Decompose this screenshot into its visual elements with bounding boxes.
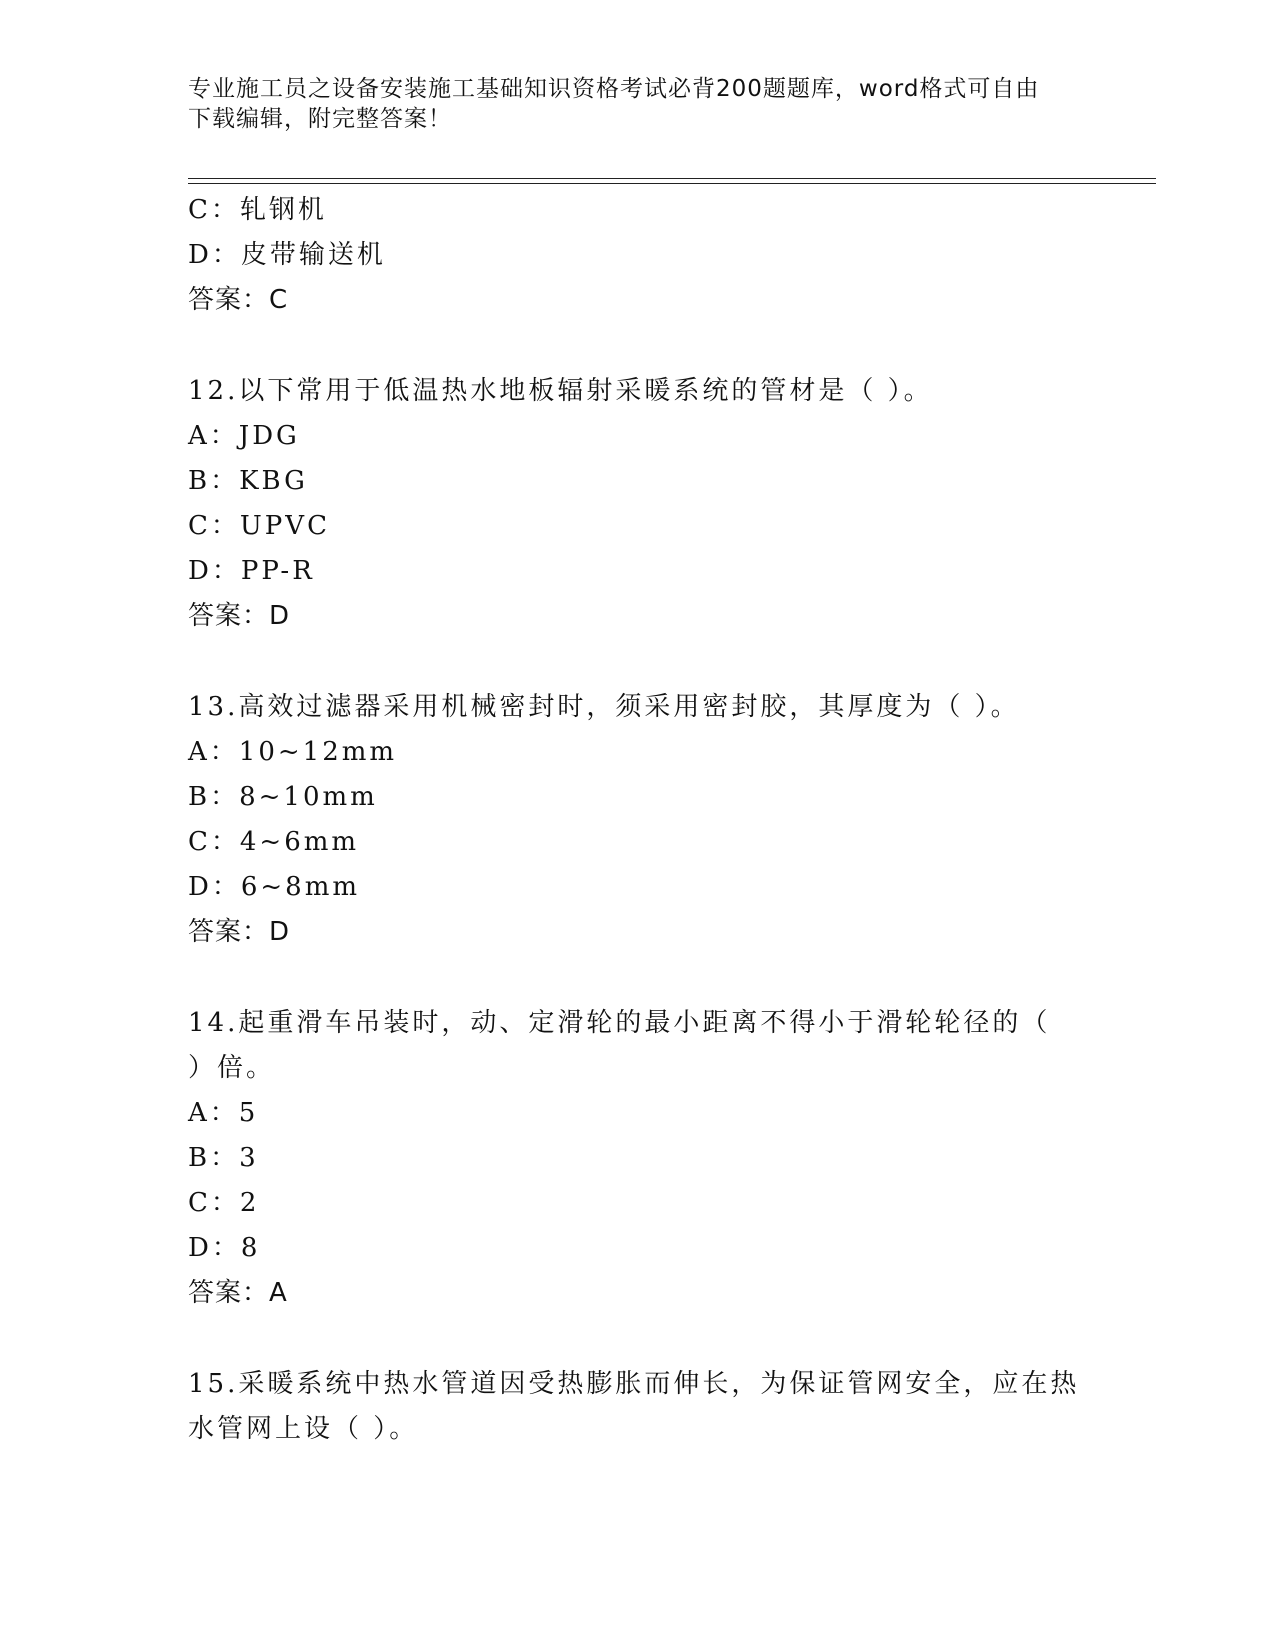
q11-option-c: C：轧钢机 xyxy=(188,195,327,225)
q12-answer: 答案：D xyxy=(188,601,291,631)
header-line-2: 下载编辑，附完整答案！ xyxy=(188,106,452,132)
q15-question-line-1: 15.采暖系统中热水管道因受热膨胀而伸长，为保证管网安全，应在热 xyxy=(188,1369,1080,1399)
q12-option-a: A：JDG xyxy=(188,421,300,451)
q13-question: 13.高效过滤器采用机械密封时，须采用密封胶，其厚度为（ ）。 xyxy=(188,692,1020,722)
q12-option-b: B：KBG xyxy=(188,466,308,496)
q14-answer: 答案：A xyxy=(188,1278,288,1308)
q14-question-line-1: 14.起重滑车吊装时，动、定滑轮的最小距离不得小于滑轮轮径的（ xyxy=(188,1008,1051,1038)
q13-option-c: C：4~6mm xyxy=(188,827,360,857)
q14-option-a: A：5 xyxy=(188,1098,259,1128)
q14-option-b: B：3 xyxy=(188,1143,259,1173)
q13-option-b: B：8~10mm xyxy=(188,782,378,812)
header-divider-bottom xyxy=(188,183,1156,184)
q13-option-d: D：6~8mm xyxy=(188,872,361,902)
q15-question-line-2: 水管网上设（ ）。 xyxy=(188,1414,419,1444)
q14-option-c: C：2 xyxy=(188,1188,260,1218)
q11-answer: 答案：C xyxy=(188,285,289,315)
q12-option-d: D：PP-R xyxy=(188,556,315,586)
header-divider-top xyxy=(188,178,1156,179)
q11-option-d: D：皮带输送机 xyxy=(188,240,386,270)
q12-option-c: C：UPVC xyxy=(188,511,330,541)
q14-question-line-2: ）倍。 xyxy=(188,1053,276,1083)
q13-answer: 答案：D xyxy=(188,917,291,947)
header-line-1: 专业施工员之设备安装施工基础知识资格考试必背200题题库，word格式可自由 xyxy=(188,76,1040,102)
q13-option-a: A：10~12mm xyxy=(188,737,398,767)
q14-option-d: D：8 xyxy=(188,1233,261,1263)
document-header xyxy=(188,74,1068,134)
q12-question: 12.以下常用于低温热水地板辐射采暖系统的管材是（ ）。 xyxy=(188,376,933,406)
